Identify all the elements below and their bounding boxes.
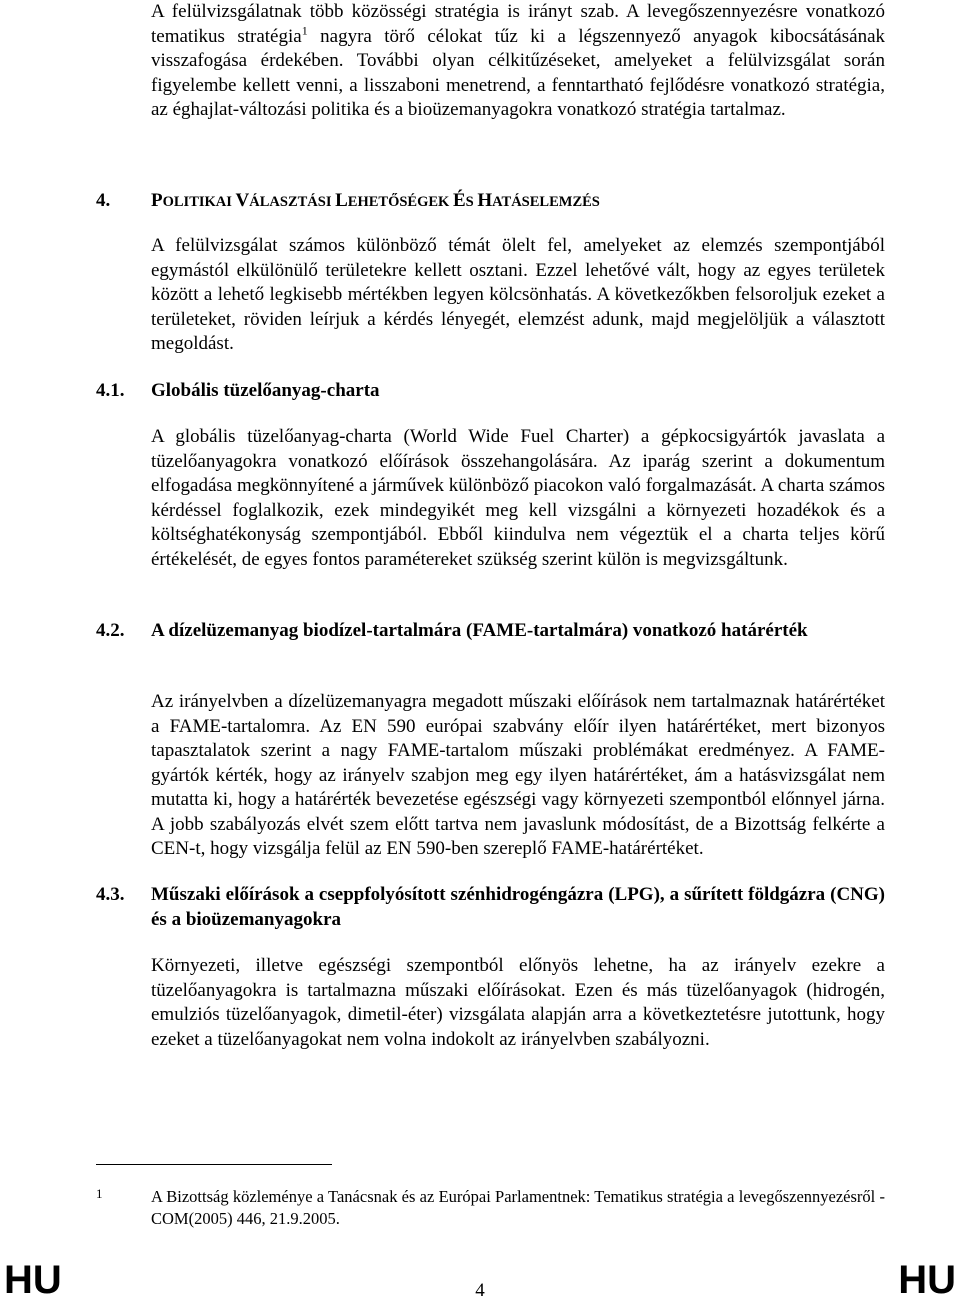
section-4-3-title: Műszaki előírások a cseppfolyósított szénhidrogéngázra (LPG), a sűrített földgázra (CNG) és a bioüzemanyagokra: [151, 884, 885, 930]
footer-language-left: HU: [4, 1258, 62, 1302]
footnote-text: A Bizottság közleménye a Tanácsnak és az Európai Parlamentnek: Tematikus stratégia a levegőszennyezésről - COM(2005) 446, 21.9.2005.: [151, 1187, 885, 1228]
footer-language-right: HU: [898, 1258, 956, 1302]
section-4-2-number: 4.2.: [96, 620, 125, 641]
section-4-title: POLITIKAI VÁLASZTÁSI LEHETŐSÉGEK ÉS HATÁSELEMZÉS: [151, 190, 600, 211]
footnote-reference[interactable]: 1: [301, 23, 308, 38]
section-4-1-number: 4.1.: [96, 380, 125, 401]
section-4-3-body: Környezeti, illetve egészségi szempontból előnyös lehetne, ha az irányelv ezekre a tüzelőanyagokra is tartalmazna műszaki előírásokat. Ezen és más tüzelőanyagok (hidrogén, emulziós tüzelőanyagok, dimetil-éter) vizsgálata alapján arra a következtetésre jutottunk, hogy ezeket a tüzelőanyagokat nem volna indokolt az irányelvben szabályozni.: [151, 955, 885, 1050]
section-4-1-title: Globális tüzelőanyag-charta: [151, 380, 380, 401]
footnote-number: 1: [96, 1186, 103, 1201]
section-4-number: 4.: [96, 190, 111, 211]
section-4-2-title: A dízelüzemanyag biodízel-tartalmára (FAME-tartalmára) vonatkozó határérték: [151, 620, 808, 641]
intro-paragraph: [151, 0, 885, 123]
section-4-1-body: A globális tüzelőanyag-charta (World Wide Fuel Charter) a gépkocsigyártók javaslata a tüzelőanyagokra vonatkozó előírások összehangolására. Az iparág szerint a dokumentum elfogadása megkönnyítené a járművek különböző piacokon való forgalmazását. A charta számos kérdéssel foglalkozik, ezek mindegyikét meg kell vizsgálni a környezeti hozadékok és a költséghatékonyság szempontjából. Ebből kiindulva nem végeztük el a charta teljes körű értékelését, de egyes fontos paramétereket szükség szerint külön is megvizsgáltunk.: [151, 426, 885, 570]
footnote-separator: [96, 1164, 332, 1165]
section-4-3-number: 4.3.: [96, 884, 125, 905]
intro-text-part1: A felülvizsgálatnak több közösségi stratégia is irányt szab. A levegőszennyezésre vonatkozó tematikus stratégia: [151, 1, 885, 47]
section-4-2-body: Az irányelvben a dízelüzemanyagra megadott műszaki előírások nem tartalmaznak határértéket a FAME-tartalomra. Az EN 590 európai szabvány előír ilyen határértéket, mert bizonyos tapasztalatok szerint a nagy FAME-tartalom műszaki problémákat eredményez. A FAME-gyártók kérték, hogy az irányelv szabjon meg egy ilyen határértéket, ám a hatásvizsgálat nem mutatta ki, hogy a határérték bevezetése egészségi vagy környezeti szempontból előnnyel járna. A jobb szabályozás elvét szem előtt tartva nem javaslunk módosítást, de a Bizottság felkérte a CEN-t, hogy vizsgálja felül az EN 590-ben szereplő FAME-határértéket.: [151, 691, 885, 859]
section-4-body: A felülvizsgálat számos különböző témát ölelt fel, amelyeket az elemzés szempontjából egymástól elkülönülő területekre kellett osztani. Ezzel lehetővé vált, hogy az egyes területek között a lehető legkisebb mértékben legyen kölcsönhatás. A következőkben felsoroljuk ezeket a területeket, röviden leírjuk a kérdés lényegét, elemzést adunk, majd megjelöljük a választott megoldást.: [151, 235, 885, 354]
page-number: 4: [475, 1280, 485, 1301]
intro-text-part2: nagyra törő célokat tűz ki a légszennyező anyagok kibocsátásának visszafogása érdekében. További olyan célkitűzéseket, amelyeket a felülvizsgálat során figyelembe kellett venni, a lisszaboni menetrend, a fenntartható fejlődésre vonatkozó stratégia, az éghajlat-változási politika és a bioüzemanyagokra vonatkozó stratégia tartalmaz.: [151, 25, 886, 120]
